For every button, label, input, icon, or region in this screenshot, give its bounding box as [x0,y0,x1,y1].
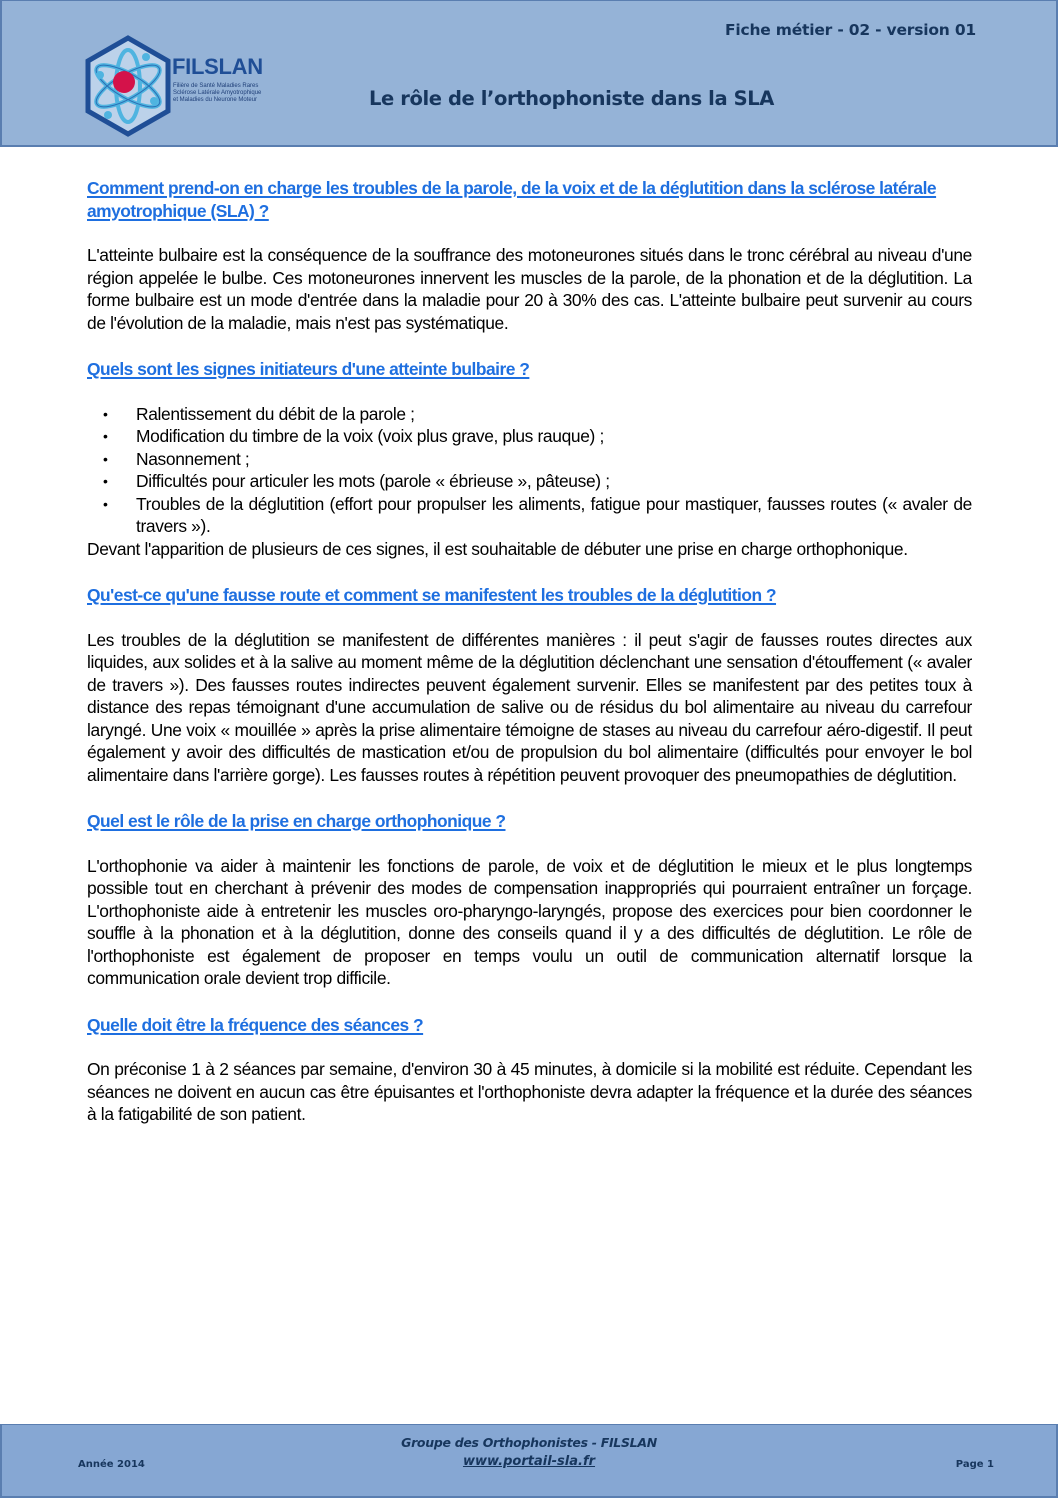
section-role-orthophonie [87,810,972,990]
bullet-icon: • [103,473,108,489]
logo-brand-text: FILSLAN [172,54,263,79]
section-paragraph: L'atteinte bulbaire est la conséquence de la souffrance des motoneurones situés dans le tronc cérébral au niveau d'une région appelée le bulbe. Ces motoneurones innervent les muscles de la parole, de la phonation et de la déglutition. La forme bulbaire est un mode d'entrée dans la maladie pour 20 à 30% des cas. L'atteinte bulbaire peut survenir au cours de l'évolution de la maladie, mais n'est pas systématique. [87,245,972,333]
section-signes-initiateurs [87,358,972,560]
document-body [87,177,972,1126]
filslan-logo [82,35,282,137]
bullet-icon: • [103,405,108,422]
section-heading: Quelle doit être la fréquence des séances ? [87,1014,424,1035]
section-prise-en-charge [87,177,972,334]
list-item-text: Difficultés pour articuler les mots (parole « ébrieuse », pâteuse) ; [136,471,610,491]
page-header [0,0,1058,147]
list-item [87,470,972,493]
list-item [87,493,972,538]
section-heading: Comment prend-on en charge les troubles de la parole, de la voix et de la déglutition dans la sclérose latérale amyotrophique (SLA) ? [87,178,937,221]
list-item [87,403,972,426]
list-item-text: Modification du timbre de la voix (voix plus grave, plus rauque) ; [136,426,604,446]
section-frequence-seances [87,1014,972,1126]
section-paragraph: L'orthophonie va aider à maintenir les fonctions de parole, de voix et de déglutition le mieux et le plus longtemps possible tout en cherchant à prévenir des modes de compensation inappropriés qui pourraient entraîner un forçage. L'orthophoniste aide à entretenir les muscles oro-pharyngo-laryngés, propose des exercices pour bien coordonner le souffle à la phonation et à la déglutition, donne des conseils quand il y a des difficultés de déglutition. Le rôle de l'orthophoniste est également de proposer en temps voulu un outil de communication alternatif lorsque la communication orale devient trop difficile. [87,855,972,988]
atom-hexagon-logo-icon [82,35,174,137]
bullet-icon: • [103,450,108,467]
list-item [87,425,972,448]
section-heading: Qu'est-ce qu'une fausse route et comment se manifestent les troubles de la déglutition ? [87,585,777,605]
footer-website-link[interactable]: www.portail-sla.fr [462,1454,596,1469]
bullet-icon: • [103,428,108,444]
section-paragraph: Les troubles de la déglutition se manifestent de différentes manières : il peut s'agir de fausses routes directes aux liquides, aux solides et à la salive au moment même de la déglutition déclenchant une sensation d'étouffement (« avaler de travers »). Des fausses routes indirectes peuvent également survenir. Elles se manifestent par des petites toux à distance des repas témoignant d'une accumulation de salive ou de résidus du bol alimentaire au niveau du carrefour laryngé. Une voix « mouillée » après la prise alimentaire témoigne de stases au niveau du carrefour aéro-digestif. Il peut également y avoir des difficultés de mastication et/ou de propulsion du bol alimentaire (difficultés pour envoyer le bol alimentaire dans l'arrière gorge). Les fausses routes à répétition peuvent provoquer des pneumopathies de déglutition. [87,629,972,785]
list-item-text: Ralentissement du débit de la parole ; [136,403,415,424]
logo-tagline [173,83,283,104]
logo-tagline-line: Filière de Santé Maladies Rares [173,83,259,89]
page-title: Le rôle de l’orthophoniste dans la SLA [369,87,774,110]
logo-tagline-line: et Maladies du Neurone Moteur [173,97,258,103]
bullet-icon: • [103,495,108,512]
signs-list [87,403,972,538]
section-paragraph: Devant l'apparition de plusieurs de ces signes, il est souhaitable de débuter une prise en charge orthophonique. [87,538,908,559]
logo-tagline-line: Sclérose Latérale Amyotrophique [173,90,262,96]
section-paragraph: On préconise 1 à 2 séances par semaine, d'environ 30 à 45 minutes, à domicile si la mobilité est réduite. Cependant les séances ne doivent en aucun cas être épuisantes et l'orthophoniste devra adapter la fréquence et la durée des séances à la fatigabilité de son patient. [87,1059,972,1124]
page-footer [0,1424,1058,1498]
list-item-text: Troubles de la déglutition (effort pour propulser les aliments, fatigue pour mastiquer, fausses routes (« avaler de travers »). [136,493,972,536]
list-item [87,448,972,471]
footer-page-number: Page 1 [955,1459,994,1470]
section-fausse-route [87,584,972,786]
footer-year: Année 2014 [78,1459,145,1470]
document-version-label: Fiche métier - 02 - version 01 [724,21,976,39]
section-heading: Quel est le rôle de la prise en charge orthophonique ? [87,811,506,831]
section-heading: Quels sont les signes initiateurs d'une atteinte bulbaire ? [87,359,530,379]
footer-group-name: Groupe des Orthophonistes - FILSLAN [401,1435,657,1450]
list-item-text: Nasonnement ; [136,448,250,469]
